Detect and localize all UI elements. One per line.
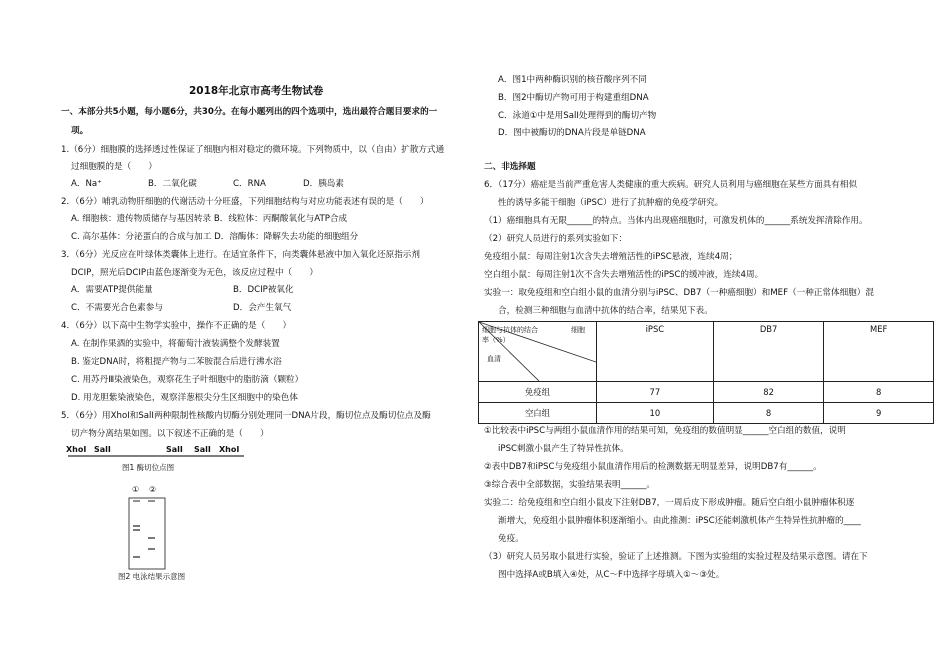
q2-options-ab: A. 细胞核：遗传物质储存与基因转录 B．线粒体：丙酮酸氧化与ATP合成 [71,214,348,224]
figure2-electrophoresis [118,486,208,584]
q6-exp1-line2: 合，检测三种细胞与血清中抗体的结合率，结果见下表。 [498,306,713,316]
fig1-site-sal-1: SalⅠ [94,445,111,454]
q4-option-d: D. 用龙胆紫染液染色，观察洋葱根尖分生区细胞中的染色体 [71,393,298,403]
page-title: 2018年北京市高考生物试卷 [189,85,324,97]
table-header-row [479,322,934,382]
q6-immune-group: 免疫组小鼠：每周注射1次含失去增殖活性的iPSC悬液，连续4周； [484,252,738,262]
q4-option-b: B. 鉴定DNA时，将粗提产物与二苯胺混合后进行沸水浴 [71,357,282,367]
q1-option-b: B．二氧化碳 [148,179,197,189]
q1-option-c: C．RNA [233,179,266,189]
q5-option-c: C．泳道①中是用SalⅠ处理得到的酶切产物 [498,111,657,121]
q6-answer3: ③综合表中全部数据，实验结果表明______。 [484,480,655,490]
q3-option-c: C．不需要光合色素参与 [71,303,163,313]
fig1-site-sal-3: SalⅠ [194,445,211,454]
table-cell: 8 [713,403,824,424]
q1-option-d: D．胰岛素 [303,179,344,189]
table-cell: 82 [713,382,824,403]
q3-option-d: D．会产生氧气 [233,303,292,313]
q3-option-a: A．需要ATP提供能量 [71,285,153,295]
corner-label-cell: 细胞 [571,326,585,334]
fig1-site-xho-left: XhoⅠ [66,445,87,454]
q4-option-c: C. 用苏丹Ⅲ染液染色，观察花生子叶细胞中的脂肪滴（颗粒） [71,375,304,385]
q6-exp2-line2: 渐增大，免疫组小鼠肿瘤体积逐渐缩小。由此推测：iPSC还能刺激机体产生特异性抗肿瘤的____ [498,516,861,526]
q6-answer2: ②表中DB7和iPSC与免疫组小鼠血清作用后的检测数据无明显差异，说明DB7有______。 [484,462,822,472]
q3-option-b: B．DCIP被氧化 [233,285,294,295]
q3-stem-line1: 3．（6分）光反应在叶绿体类囊体上进行。在适宜条件下，向类囊体悬液中加入氧化还原指示剂 [61,250,420,260]
section1-heading-cont: 项。 [71,126,89,136]
figure2-caption: 图2 电泳结果示意图 [118,572,186,581]
figure2-gel-drawing [118,486,208,584]
q6-part2: （2）研究人员进行的系列实验如下： [484,234,627,244]
q6-part3-line1: （3）研究人员另取小鼠进行实验，验证了上述推测。下图为实验组的实验过程及结果示意图。请在下 [484,552,868,562]
q1-option-a: A．Na⁺ [71,179,102,189]
q6-part1: （1）癌细胞具有无限______的特点。当体内出现癌细胞时，可激发机体的______系统发挥清除作用。 [484,216,868,226]
figure1-restriction-map [66,444,256,476]
fig1-site-sal-2: SalⅠ [166,445,183,454]
q1-stem-line2: 过细胞膜的是（ ） [71,162,157,172]
corner-label-rate2: 率（%） [482,336,510,344]
q4-stem: 4．（6分）以下高中生物学实验中，操作不正确的是（ ） [61,321,292,331]
q6-stem-line1: 6．（17分）癌症是当前严重危害人类健康的重大疾病。研究人员利用与癌细胞在某些方面具有相似 [484,180,858,190]
table-row-label: 空白组 [479,403,597,424]
q6-exp2-line3: 免疫。 [498,534,524,544]
q6-blank-group: 空白组小鼠：每周注射1次不含失去增殖活性的iPSC的缓冲液，连续4周。 [484,270,764,280]
table-cell: 77 [597,382,714,403]
corner-label-serum: 血清 [487,355,501,363]
q6-answer1-line1: ①比较表中iPSC与两组小鼠血清作用的结果可知，免疫组的数值明显______空白组的数值，说明 [484,426,846,436]
q5-stem-line2: 切产物分离结果如图。以下叙述不正确的是（ ） [71,429,269,439]
q2-options-cd: C. 高尔基体：分泌蛋白的合成与加工 D．溶酶体：降解失去功能的细胞组分 [71,232,359,242]
section2-heading: 二、非选择题 [484,162,536,172]
table-header-ipsc: iPSC [597,322,714,382]
table-cell: 8 [824,382,934,403]
fig1-site-xho-right: XhoⅠ [219,445,240,454]
q6-exp1-line1: 实验一：取免疫组和空白组小鼠的血清分别与iPSC、DB7（一种癌细胞）和MEF（一种正常体细胞）混 [484,288,874,298]
table-corner-cell [479,322,597,382]
q5-option-a: A．图1中两种酶识别的核苷酸序列不同 [498,75,647,85]
fig2-lane-1-label: ① [132,485,140,494]
fig2-lane-2-label: ② [149,485,157,494]
results-table [478,321,934,424]
table-row [479,403,934,424]
q5-option-d: D．图中被酶切的DNA片段是单链DNA [498,128,646,138]
table-cell: 9 [824,403,934,424]
section1-heading: 一、本部分共5小题，每小题6分，共30分。在每小题列出的四个选项中，选出最符合题目要求的一 [61,107,438,117]
table-header-mef: MEF [824,322,934,382]
table-row [479,382,934,403]
table-cell: 10 [597,403,714,424]
q6-answer1-line2: iPSC刺激小鼠产生了特异性抗体。 [498,444,629,454]
table-header-db7: DB7 [713,322,824,382]
q1-stem-line1: 1.（6分）细胞膜的选择透过性保证了细胞内相对稳定的微环境。下列物质中，以（自由）扩散方式通 [61,145,445,155]
q2-stem: 2．（6分）哺乳动物肝细胞的代谢活动十分旺盛，下列细胞结构与对应功能表述有误的是（ ） [61,197,429,207]
q3-stem-line2: DCIP，照光后DCIP由蓝色逐渐变为无色，该反应过程中（ ） [71,268,318,278]
q4-option-a: A. 在制作果酒的实验中，将葡萄汁液装满整个发酵装置 [71,339,280,349]
q5-option-b: B．图2中酶切产物可用于构建重组DNA [498,93,649,103]
q6-stem-line2: 性的诱导多能干细胞（iPSC）进行了抗肿瘤的免疫学研究。 [498,198,724,208]
q6-exp2-line1: 实验二：给免疫组和空白组小鼠皮下注射DB7，一周后皮下形成肿瘤。随后空白组小鼠肿瘤体积逐 [484,498,855,508]
corner-label-rate: 细胞与抗体的结合 [482,326,538,334]
table-row-label: 免疫组 [479,382,597,403]
q5-stem-line1: 5．（6分）用XhoⅠ和SalⅠ两种限制性核酸内切酶分别处理同一DNA片段，酶切位点及酶切位点及酶 [61,411,431,421]
figure1-caption: 图1 酶切位点图 [122,463,175,472]
q6-part3-line2: 图中选择A或B填入④处，从C～F中选择字母填入①～③处。 [498,570,725,580]
